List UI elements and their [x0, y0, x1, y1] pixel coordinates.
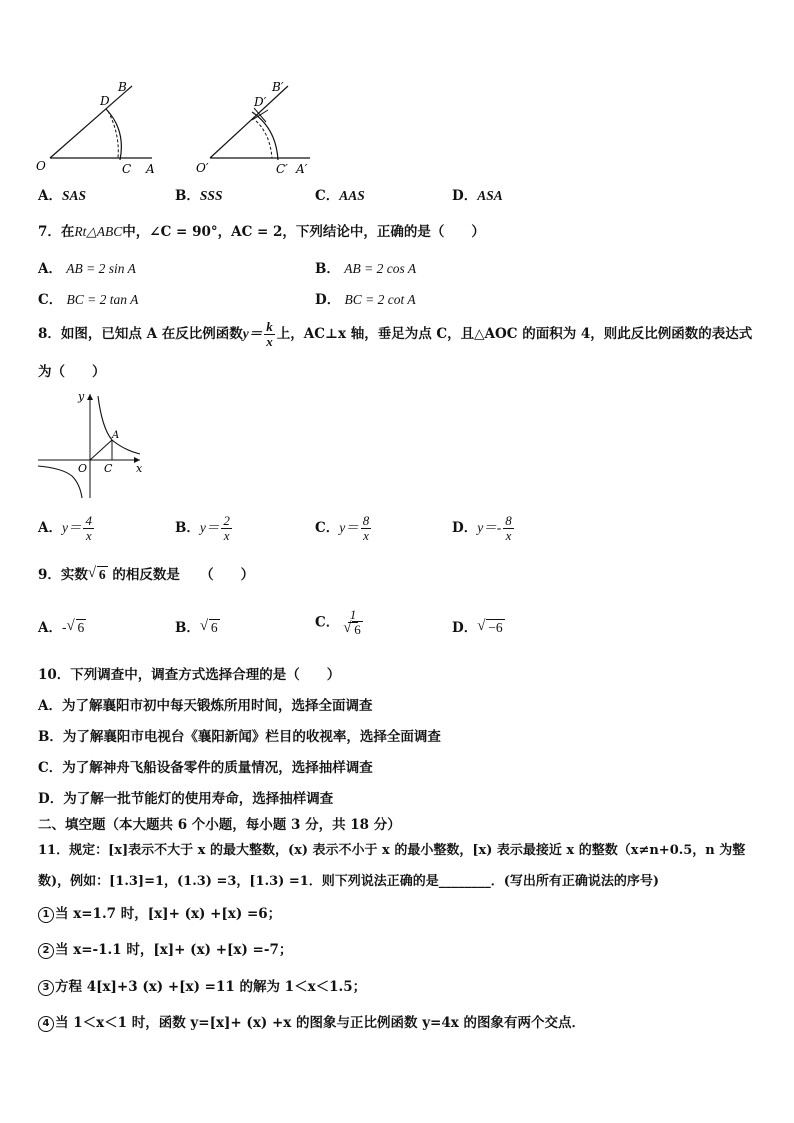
circled-number: 4: [38, 1016, 54, 1032]
hyperbola-graph: [36, 388, 156, 500]
point-c-label: C: [104, 462, 113, 475]
q11-item-1: 1 当 x=1.7 时，[x]+ (x) +[x) =6；: [38, 905, 281, 923]
q9-option-b[interactable]: B． √ 6: [175, 618, 218, 636]
option-text: AAS: [339, 188, 365, 203]
q9-stem: 9．实数 √ 6 的相反数是 （ ）: [38, 565, 255, 583]
q7-stem: 7．在Rt△ABC中，∠C = 90°，AC = 2，下列结论中，正确的是（ ）: [38, 224, 485, 240]
option-text: SSS: [199, 188, 223, 203]
option-text: SAS: [61, 188, 87, 203]
q10-option-d[interactable]: D．为了解一批节能灯的使用寿命，选择抽样调查: [38, 791, 334, 807]
origin-label: O: [78, 462, 88, 475]
label-c-prime: C′: [276, 162, 288, 176]
label-d: D: [100, 94, 110, 108]
q11-stem-line2: 数)，例如：[1.3]=1，(1.3) =3，[1.3) =1．则下列说法正确的是________．(写出所有正确说法的序号): [38, 874, 660, 889]
angle-figure-copy: [190, 78, 330, 178]
q11-item-4: 4 当 1＜x＜1 时，函数 y=[x]+ (x) +x 的图象与正比例函数 y=4x 的图象有两个交点．: [38, 1014, 585, 1032]
q8-option-d[interactable]: D．y＝- $\frac{8}{x}$: [452, 513, 512, 543]
q6-option-b[interactable]: [175, 187, 222, 205]
label-o-prime: O′: [196, 161, 209, 175]
label-b: B: [118, 80, 127, 94]
point-a-label: A: [112, 430, 120, 441]
label-a: A: [146, 162, 155, 176]
option-letter: A．: [38, 188, 62, 204]
axis-x-label: x: [136, 462, 143, 475]
q7-option-d[interactable]: D． BC = 2 cot A: [315, 292, 416, 308]
q8-option-c[interactable]: C．y＝ $\frac{8}{x}$: [315, 513, 370, 543]
q11-item-2: 2 当 x=-1.1 时，[x]+ (x) +[x) =-7；: [38, 941, 292, 959]
q10-option-b[interactable]: B．为了解襄阳市电视台《襄阳新闻》栏目的收视率，选择全面调查: [38, 729, 441, 745]
q8-option-a[interactable]: A．y＝ $\frac{4}{x}$: [38, 513, 92, 543]
q6-option-d[interactable]: [452, 187, 503, 205]
q11-item-3: 3 方程 4[x]+3 (x) +[x) =11 的解为 1＜x＜1.5；: [38, 978, 366, 996]
label-c: C: [122, 162, 132, 176]
option-letter: D．: [452, 188, 478, 204]
option-letter: C．: [315, 188, 340, 204]
q9-option-d[interactable]: D． √ −6: [452, 618, 503, 636]
q9-option-c[interactable]: C． 1 √ 6: [315, 607, 361, 637]
label-d-prime: D′: [254, 95, 267, 109]
option-text: ASA: [477, 188, 503, 203]
label-o: O: [36, 159, 46, 173]
label-a-prime: A′: [296, 162, 308, 176]
q8-option-b[interactable]: B．y＝ $\frac{2}{x}$: [175, 513, 230, 543]
angle-figure-original: [30, 78, 170, 178]
section-heading: 二、填空题（本大题共 6 个小题，每小题 3 分，共 18 分）: [38, 817, 401, 833]
q7-option-b[interactable]: B． AB = 2 cos A: [315, 261, 417, 277]
q8-stem: 8．如图，已知点 A 在反比例函数y＝ $\frac{k}{x}$ 上，AC⊥x 轴，垂足为点 C，且△AOC 的面积为 4，则此反比例函数的表达式: [38, 319, 753, 349]
q10-option-a[interactable]: A．为了解襄阳市初中每天锻炼所用时间，选择全面调查: [38, 698, 373, 714]
q10-stem: 10．下列调查中，调查方式选择合理的是（ ）: [38, 667, 341, 683]
q6-option-a[interactable]: [38, 187, 86, 205]
q10-option-c[interactable]: C．为了解神舟飞船设备零件的质量情况，选择抽样调查: [38, 760, 373, 776]
q7-option-a[interactable]: A． AB = 2 sin A: [38, 261, 136, 277]
q11-stem-line1: 11．规定：[x]表示不大于 x 的最大整数，(x) 表示不小于 x 的最小整数，[x) 表示最接近 x 的整数（x≠n+0.5，n 为整: [38, 843, 746, 858]
q8-stem-cont: 为（ ）: [38, 364, 106, 380]
label-b-prime: B′: [272, 80, 284, 94]
axis-y-label: y: [78, 390, 85, 403]
circled-number: 2: [38, 943, 54, 959]
sqrt-symbol: √ 6: [87, 565, 106, 582]
q6-option-c[interactable]: [315, 187, 365, 205]
q9-option-a[interactable]: A．- √ 6: [38, 618, 85, 636]
k-over-x: $\frac{k}{x}$: [266, 319, 273, 349]
option-letter: B．: [175, 188, 200, 204]
circled-number: 3: [38, 980, 54, 996]
q7-option-c[interactable]: C． BC = 2 tan A: [38, 292, 139, 308]
circled-number: 1: [38, 907, 54, 923]
